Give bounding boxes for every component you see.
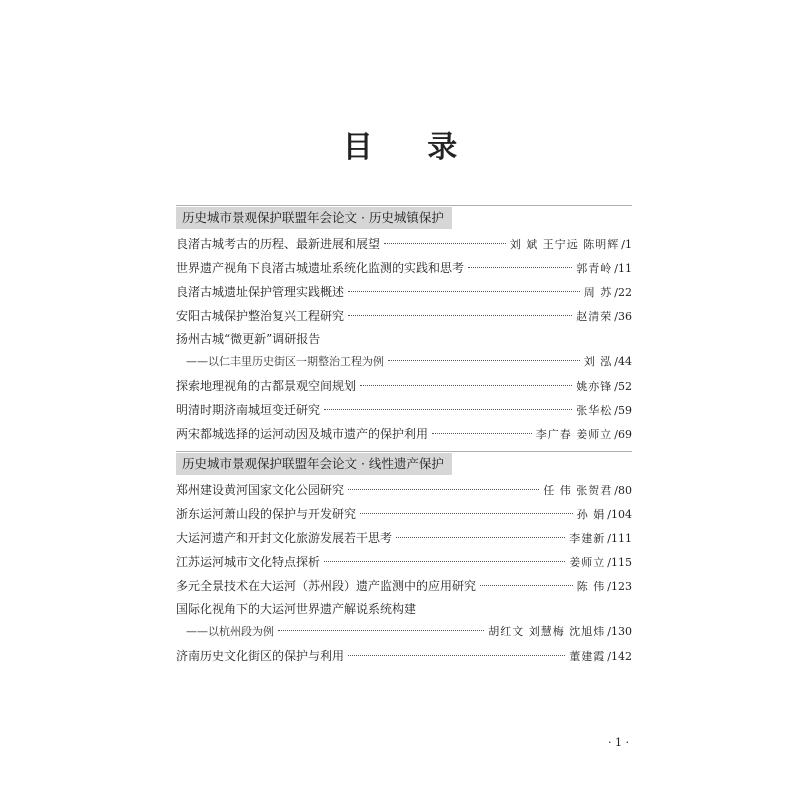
page-title: 目 录 bbox=[342, 130, 480, 165]
entry-authors: 张华松 bbox=[576, 404, 613, 417]
entry-title: 良渚古城考古的历程、最新进展和展望 bbox=[176, 237, 381, 251]
leader-dots bbox=[324, 561, 565, 562]
entry-title: 良渚古城遗址保护管理实践概述 bbox=[176, 285, 345, 299]
leader-dots bbox=[384, 243, 506, 244]
entry-title: 郑州建设黄河国家文化公园研究 bbox=[176, 483, 345, 497]
entry-page: /123 bbox=[607, 580, 632, 593]
entry-authors: 姜师立 bbox=[569, 556, 606, 569]
entry-page: /44 bbox=[614, 355, 632, 368]
entry-title: 明清时期济南城垣变迁研究 bbox=[176, 403, 321, 417]
toc-entry[interactable] bbox=[186, 622, 632, 642]
entry-authors: 姚亦锋 bbox=[576, 380, 613, 393]
leader-dots bbox=[360, 385, 572, 386]
entry-title: 两宋都城选择的运河动因及城市遗产的保护利用 bbox=[176, 427, 429, 441]
entry-page: /1 bbox=[621, 238, 632, 251]
toc-entry[interactable] bbox=[176, 504, 632, 524]
toc-entry-title-line[interactable]: 国际化视角下的大运河世界遗产解说系统构建 bbox=[176, 602, 417, 616]
leader-dots bbox=[480, 585, 573, 586]
entry-title: 江苏运河城市文化特点探析 bbox=[176, 555, 321, 569]
toc-entry[interactable] bbox=[176, 234, 632, 254]
entry-page: /111 bbox=[607, 532, 632, 545]
toc-entry[interactable] bbox=[176, 306, 632, 326]
entry-page: /130 bbox=[607, 625, 632, 638]
entry-page: /80 bbox=[614, 484, 632, 497]
entry-page: /11 bbox=[614, 262, 632, 275]
leader-dots bbox=[348, 655, 565, 656]
toc-entry[interactable] bbox=[176, 258, 632, 278]
entry-page: /142 bbox=[607, 650, 632, 663]
entry-page: /36 bbox=[614, 310, 632, 323]
entry-title: 大运河遗产和开封文化旅游发展若干思考 bbox=[176, 531, 393, 545]
toc-entry[interactable] bbox=[186, 352, 632, 372]
entry-subtitle: ——以杭州段为例 bbox=[186, 625, 274, 638]
entry-authors: 李建新 bbox=[569, 532, 606, 545]
entry-authors: 孙 娟 bbox=[576, 508, 606, 521]
entry-title: 济南历史文化街区的保护与利用 bbox=[176, 649, 345, 663]
toc-entry[interactable] bbox=[176, 576, 632, 596]
entry-page: /69 bbox=[614, 428, 632, 441]
entry-authors: 任 伟 张贺君 bbox=[543, 484, 613, 497]
entry-authors: 刘 泓 bbox=[583, 355, 613, 368]
leader-dots bbox=[348, 489, 539, 490]
toc-entry-title-line[interactable]: 扬州古城“微更新”调研报告 bbox=[176, 332, 321, 346]
entry-authors: 周 苏 bbox=[583, 286, 613, 299]
leader-dots bbox=[278, 630, 484, 631]
entry-authors: 郭青岭 bbox=[576, 262, 613, 275]
entry-authors: 赵清荣 bbox=[576, 310, 613, 323]
section-rule bbox=[176, 451, 632, 452]
entry-page: /22 bbox=[614, 286, 632, 299]
leader-dots bbox=[348, 291, 580, 292]
entry-page: /115 bbox=[607, 556, 632, 569]
toc-entry[interactable] bbox=[176, 424, 632, 444]
toc-entry[interactable] bbox=[176, 480, 632, 500]
entry-title: 世界遗产视角下良渚古城遗址系统化监测的实践和思考 bbox=[176, 261, 465, 275]
entry-title: 多元全景技术在大运河（苏州段）遗产监测中的应用研究 bbox=[176, 579, 477, 593]
leader-dots bbox=[324, 409, 572, 410]
toc-entry[interactable] bbox=[176, 552, 632, 572]
toc-entry[interactable] bbox=[176, 376, 632, 396]
toc-entry[interactable] bbox=[176, 282, 632, 302]
entry-page: /104 bbox=[607, 508, 632, 521]
entry-authors: 胡红文 刘慧梅 沈旭炜 bbox=[488, 625, 606, 638]
section-rule bbox=[176, 205, 632, 206]
leader-dots bbox=[360, 513, 573, 514]
leader-dots bbox=[432, 433, 532, 434]
entry-title: 安阳古城保护整治复兴工程研究 bbox=[176, 309, 345, 323]
section-header: 历史城市景观保护联盟年会论文 · 线性遗产保护 bbox=[176, 453, 452, 475]
toc-entry[interactable] bbox=[176, 646, 632, 666]
section-header: 历史城市景观保护联盟年会论文 · 历史城镇保护 bbox=[176, 207, 452, 229]
leader-dots bbox=[396, 537, 565, 538]
leader-dots bbox=[388, 360, 580, 361]
entry-authors: 刘 斌 王宁远 陈明辉 bbox=[509, 238, 620, 251]
toc-entry[interactable] bbox=[176, 528, 632, 548]
entry-authors: 董建霞 bbox=[569, 650, 606, 663]
leader-dots bbox=[348, 315, 572, 316]
entry-title: 探索地理视角的古都景观空间规划 bbox=[176, 379, 357, 393]
entry-authors: 李广春 姜师立 bbox=[535, 428, 613, 441]
toc-entry[interactable] bbox=[176, 400, 632, 420]
leader-dots bbox=[468, 267, 572, 268]
entry-authors: 陈 伟 bbox=[576, 580, 606, 593]
entry-page: /52 bbox=[614, 380, 632, 393]
entry-page: /59 bbox=[614, 404, 632, 417]
page-number: · 1 · bbox=[608, 736, 629, 749]
entry-title: 浙东运河萧山段的保护与开发研究 bbox=[176, 507, 357, 521]
entry-subtitle: ——以仁丰里历史街区一期整治工程为例 bbox=[186, 355, 384, 368]
